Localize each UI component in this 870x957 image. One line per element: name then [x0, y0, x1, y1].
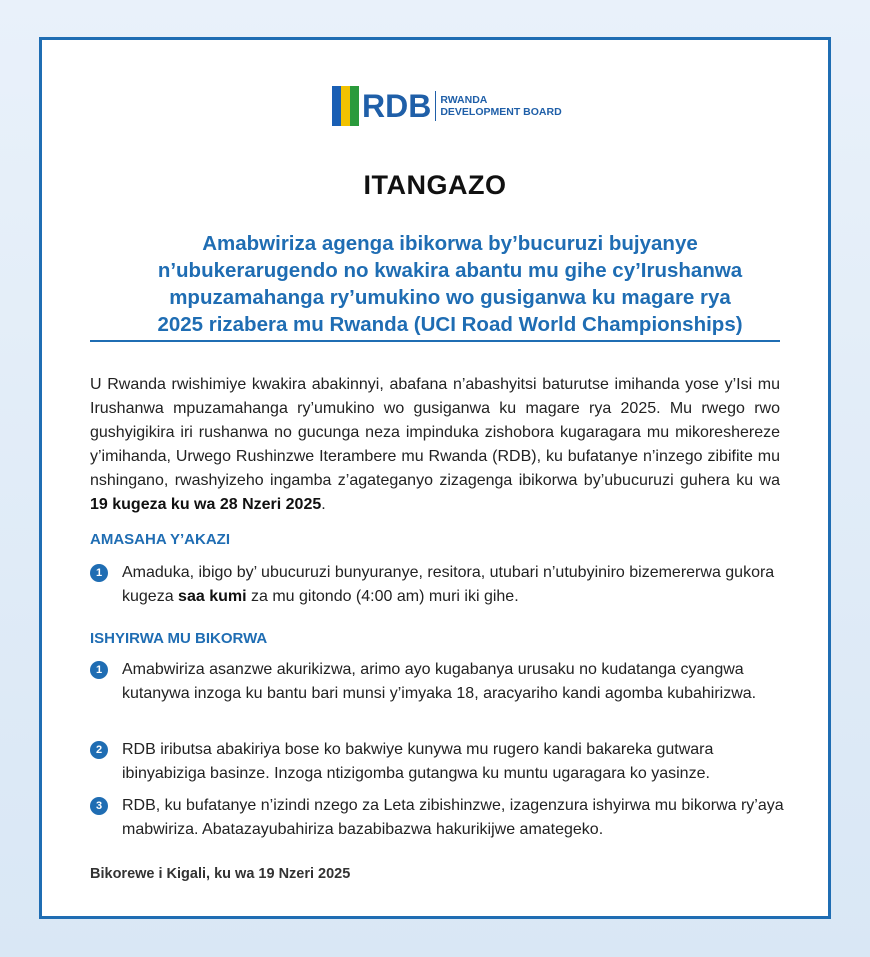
list-item: 2 RDB iributsa abakiriya bose ko bakwiye kunywa mu rugero kandi bakareka gutwara ibinyabiziga basinze. Inzoga ntizigomba gutangwa ku muntu ugaragara ko yasinze.	[90, 738, 790, 786]
divider	[90, 340, 780, 342]
logo-acronym: RDB	[362, 88, 432, 124]
number-badge: 1	[90, 564, 108, 582]
intro-paragraph: U Rwanda rwishimiye kwakira abakinnyi, abafana n’abashyitsi baturutse imihanda yose y’Isi mu Irushanwa mpuzamahanga ry’umukino wo gusiganwa ku magare rya 2025. Mu rwego rwo gushyigikira iri rushanwa no gucunga neza impinduka zishobora kugaragara mu mikoreshereze y’imihanda, Urwego Rushinzwe Iterambere mu Rwanda (RDB), ku bufatanye n’inzego zibifite mu nshingano, rwashyizeho ingamba z’agateganyo zizagenga ibikorwa by’ubucuruzi guhera ku wa 19 kugeza ku wa 28 Nzeri 2025.	[90, 376, 780, 513]
subtitle: Amabwiriza agenga ibikorwa by’bucuruzi bujyanye n’ubukerarugendo no kwakira abantu mu gihe cy’Irushanwa mpuzamahanga ry’umukino wo gusiganwa ku magare rya 2025 rizabera mu Rwanda (UCI Road World Championships)	[157, 232, 743, 336]
number-badge: 1	[90, 661, 108, 679]
signature-line: Bikorewe i Kigali, ku wa 19 Nzeri 2025	[90, 866, 351, 882]
rdb-logo	[332, 85, 562, 127]
flag-bars-icon	[332, 86, 359, 126]
number-badge: 2	[90, 741, 108, 759]
list-item: 1 Amaduka, ibigo by’ ubucuruzi bunyuranye, resitora, utubari n’utubyiniro bizemererwa gukora kugeza saa kumi za mu gitondo (4:00 am) muri iki gihe.	[90, 561, 790, 609]
logo-fullname: RWANDA DEVELOPMENT BOARD	[440, 94, 562, 118]
section-heading-enforcement: ISHYIRWA MU BIKORWA	[90, 630, 268, 647]
page-title: ITANGAZO	[363, 170, 507, 200]
list-item: 1 Amabwiriza asanzwe akurikizwa, arimo ayo kugabanya urusaku no kudatanga cyangwa kutanywa inzoga ku bantu bari munsi y’imyaka 18, aracyariho kandi agomba kubahirizwa.	[90, 658, 790, 706]
number-badge: 3	[90, 797, 108, 815]
section-heading-hours: AMASAHA Y’AKAZI	[90, 531, 231, 548]
list-item: 3 RDB, ku bufatanye n’izindi nzego za Leta zibishinzwe, izagenzura ishyirwa mu bikorwa ry’aya mabwiriza. Abatazayubahiriza bazabibazwa hakurikijwe amategeko.	[90, 794, 790, 842]
